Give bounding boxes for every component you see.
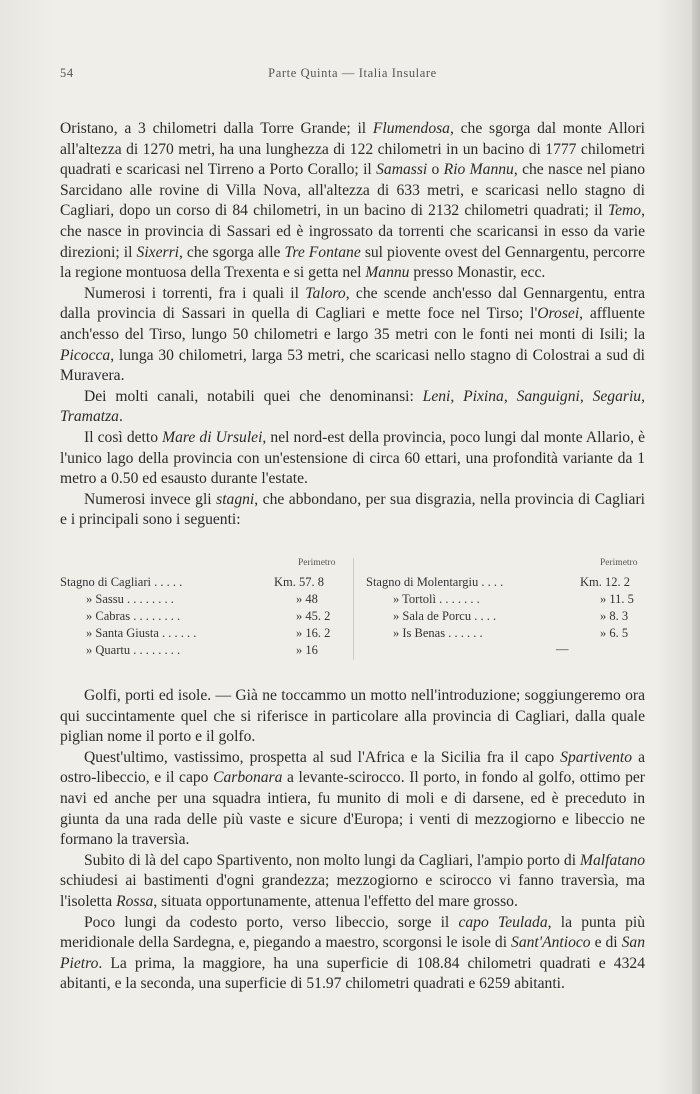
- perimetro-label-right: Perimetro: [600, 558, 638, 568]
- italic-term: Sant'Antioco: [511, 934, 591, 952]
- italic-term: Mare di Ursulei: [162, 428, 263, 446]
- page-edge: [692, 0, 700, 1094]
- running-title: Parte Quinta — Italia Insulare: [268, 66, 437, 80]
- text-run: Poco lungi da codesto porto, verso libeccio, sorge il: [84, 913, 459, 931]
- text-run: presso Monastir, ecc.: [409, 264, 546, 282]
- stagno-value: » 48: [296, 592, 318, 606]
- italic-term: Rossa: [116, 892, 154, 910]
- stagno-name: Stagno di Cagliari . . . . .: [60, 575, 183, 589]
- text-run: e di: [590, 934, 622, 952]
- body-text-bottom: [60, 686, 645, 995]
- paragraph: [60, 428, 645, 490]
- paragraph: [60, 490, 645, 531]
- text-run: Golfi, porti ed isole. — Già ne toccammo un motto nell'introduzione; soggiungeremo ora qui succintamente quel che si riferisce in particolare alla provincia di Cagliari, dalla quale piglian nome il porto e il golfo.: [60, 687, 645, 746]
- text-run: , che abbondano, per sua disgrazia, nella provincia di Cagliari e i principali sono i seguenti:: [60, 490, 645, 529]
- italic-term: Mannu: [365, 264, 410, 282]
- table-dash: —: [556, 642, 569, 656]
- text-run: , che sgorga dal monte Allori all'altezza di 1270 metri, ha una lunghezza di 122 chilometri in un bacino di 1777 chilometri quadrati e scaricasi nel Tirreno a Porto Corallo; il: [60, 120, 645, 179]
- italic-term: Picocca: [60, 346, 111, 364]
- italic-term: Sixerri: [136, 243, 179, 261]
- text-run: , che nasce in provincia di Sassari ed è ingrossato da torrenti che scaricansi in esso da varie direzioni; il: [60, 202, 645, 261]
- text-run: schiudesi ai bastimenti d'ogni grandezza; mezzogiorno e scirocco vi fanno traversìa, ma l'isoletta: [60, 872, 645, 910]
- text-run: . La prima, la maggiore, ha una superficie di 108.84 chilometri quadrati e 4324 abitanti, e la seconda, una superficie di 51.97 chilometri quadrati e 6259 abitanti.: [60, 954, 645, 993]
- text-run: Dei molti canali, notabili quei che denominansi:: [84, 387, 423, 405]
- stagno-value: Km. 57. 8: [274, 575, 324, 589]
- text-run: Il così detto: [84, 428, 163, 446]
- italic-term: Temo: [607, 202, 642, 220]
- text-run: Numerosi i torrenti, fra i quali il: [84, 284, 306, 302]
- stagno-value: » 16. 2: [296, 626, 331, 640]
- italic-term: Rio Mannu: [443, 161, 514, 179]
- paragraph: [60, 284, 645, 387]
- perimetro-label-left: Perimetro: [298, 558, 336, 568]
- body-text-top: [60, 119, 645, 531]
- stagno-value: » 8. 3: [600, 609, 629, 623]
- text-run: , che scende anch'esso dal Gennargentu, entra dalla provincia di Sassari in quella di Cagliari e mette foce nel Tirso; l': [60, 284, 645, 323]
- italic-term: Taloro: [305, 284, 346, 302]
- text-run: .: [118, 408, 123, 426]
- paragraph: [60, 119, 645, 284]
- stagno-name: » Sala de Porcu . . . .: [393, 609, 497, 623]
- running-header: [60, 66, 645, 90]
- text-run: , che nasce nel piano Sarcidano alle rovine di Villa Nova, all'altezza di 633 metri, e scaricasi nello stagno di Cagliari, dopo un corso di 84 chilometri, in un bacino di 2132 chilometri quadrati; il: [60, 161, 646, 220]
- italic-term: Malfatano: [580, 851, 645, 869]
- italic-term: Flumendosa: [372, 120, 450, 137]
- stagno-value: » 6. 5: [600, 626, 629, 640]
- text-run: Numerosi invece gli: [84, 490, 217, 508]
- stagno-value: Km. 12. 2: [580, 575, 630, 589]
- italic-term: Spartivento: [560, 748, 633, 766]
- stagno-name: » Cabras . . . . . . . .: [86, 609, 181, 623]
- stagno-value: » 16: [296, 643, 318, 657]
- text-run: , lunga 30 chilometri, larga 53 metri, che scaricasi nello stagno di Colostrai a sud di Muravera.: [60, 346, 645, 385]
- text-run: , la punta più meridionale della Sardegna, e, piegando a maestro, scorgonsi le isole di: [60, 913, 645, 952]
- text-run: , situata opportunamente, attenua l'effetto del mare grosso.: [153, 892, 518, 910]
- stagno-name: » Sassu . . . . . . . .: [86, 592, 174, 606]
- italic-term: Leni, Pixina, Sanguigni, Segariu, Tramatza: [60, 387, 645, 426]
- text-run: , che sgorga alle: [178, 243, 285, 261]
- italic-term: Carbonara: [213, 769, 283, 787]
- stagno-name: » Is Benas . . . . . .: [393, 626, 483, 640]
- text-run: o: [427, 161, 444, 179]
- italic-term: stagni: [216, 490, 255, 508]
- text-run: Subito di là del capo Spartivento, non molto lungi da Cagliari, l'ampio porto di: [84, 851, 581, 869]
- text-run: Quest'ultimo, vastissimo, prospetta al sud l'Africa e la Sicilia fra il capo: [84, 748, 561, 766]
- stagno-value: » 11. 5: [600, 592, 634, 606]
- stagno-value: » 45. 2: [296, 609, 331, 623]
- italic-term: Samassi: [376, 161, 428, 179]
- page-number: 54: [60, 66, 74, 80]
- stagno-name: » Santa Giusta . . . . . .: [86, 626, 197, 640]
- text-run: , nel nord-est della provincia, poco lungi dal monte Allario, è l'unico lago della provincia con un'estensione di circa 60 ettari, una profondità variante da 1 metro a 0.50 ed esausto durante l'estate.: [60, 428, 645, 488]
- italic-term: San Pietro: [60, 934, 645, 972]
- text-run: , affluente anch'esso del Tirso, lungo 50 chilometri e largo 35 metri con le fonti nei monti di Isili; la: [60, 305, 645, 343]
- italic-term: Orosei: [537, 305, 580, 323]
- italic-term: Tre Fontane: [284, 243, 361, 261]
- stagni-table: [60, 558, 645, 666]
- paragraph: [60, 387, 645, 428]
- paragraph: [60, 913, 645, 995]
- paragraph: [60, 686, 645, 748]
- text-run: a ostro-libeccio, e il capo: [60, 748, 645, 787]
- stagno-name: » Quartu . . . . . . . .: [86, 643, 181, 657]
- paragraph: [60, 748, 645, 851]
- paragraph: [60, 851, 645, 913]
- text-run: a levante-scirocco. Il porto, in fondo al golfo, ottimo per navi ed anche per una squadra intiera, fu munito di moli e di darsene, ed è preceduto in giunta da una rada delle più vaste e sicure d'Europa; i venti di mezzogiorno e libeccio ne formano la traversìa.: [60, 769, 645, 849]
- text-run: Oristano, a 3 chilometri dalla Torre Grande; il: [60, 120, 373, 137]
- stagno-name: Stagno di Molentargiu . . . .: [366, 575, 504, 589]
- stagno-name: » Tortolì . . . . . . .: [393, 592, 480, 606]
- text-run: sul piovente ovest del Gennargentu, percorre la regione montuosa della Trexenta e si getta nel: [60, 243, 646, 282]
- table-divider: [353, 558, 354, 660]
- italic-term: capo Teulada: [458, 913, 548, 931]
